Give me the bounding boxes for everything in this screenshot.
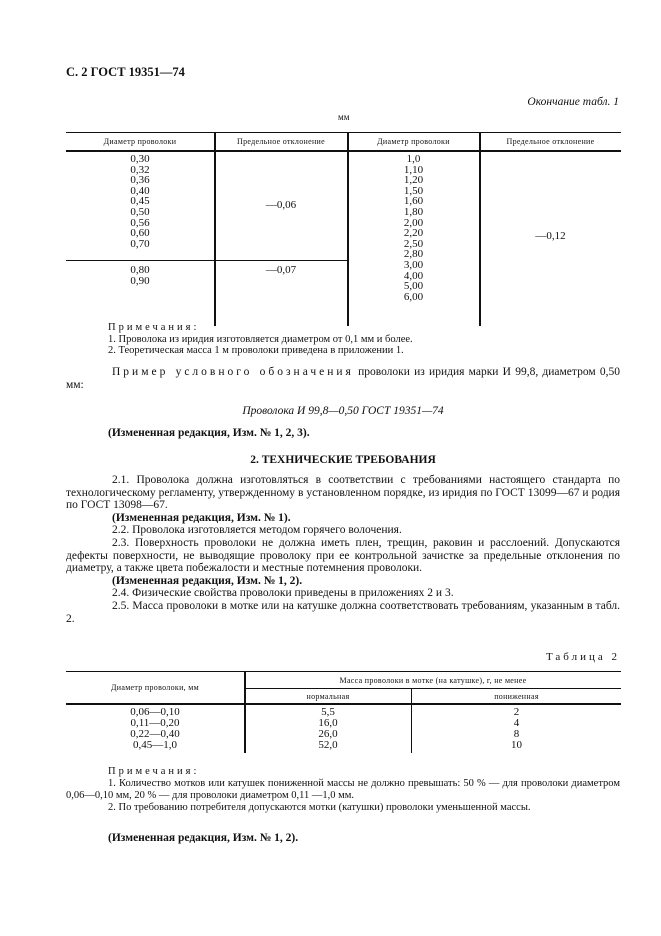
notes2	[66, 766, 620, 814]
paragraph-2-1: 2.1. Проволока должна изготовляться в соответствии с требованиями настоящего стандарта по технологическому регламенту, утвержденному в установленном порядке, из иридия по ГОСТ 13099—67 и родия по ГОСТ 13098—67.	[66, 474, 620, 512]
example-text: проволоки из иридия марки И 99,8, диаметром 0,50 мм:	[66, 366, 620, 391]
diameter-value: 0,32	[130, 163, 150, 176]
diameter-value: 5,00	[403, 280, 424, 293]
diameter-value: 0,40	[130, 184, 150, 197]
diameter-value: 2,20	[403, 227, 424, 240]
diameter-value: 0,50	[130, 205, 150, 218]
diameter-value: 0,30	[130, 153, 150, 165]
diameter-value: 2,50	[403, 237, 424, 250]
diameter-value: 1,60	[403, 195, 424, 208]
table1-unit: мм	[338, 112, 350, 122]
notes2-item: 1. Количество мотков или катушек пониженной массы не должно превышать: 50 % — для проволоки диаметром 0,06—0,10 мм, 20 % — для проволоки диаметром 0,11 —1,0 мм.	[66, 778, 620, 801]
diameter-value: 0,36	[130, 174, 150, 187]
paragraph-2-4: 2.4. Физические свойства проволоки приведены в приложениях 2 и 3.	[112, 587, 454, 600]
t2-cell-diameter: 0,06—0,10	[130, 706, 180, 718]
notes2-title: Примечания:	[108, 766, 200, 777]
diameter-value: 1,20	[403, 174, 424, 187]
section-body	[66, 474, 620, 625]
amendment-2-1: (Измененная редакция, Изм. № 1).	[112, 511, 291, 524]
t2-cell-normal: 16,0	[318, 717, 338, 729]
diameter-value: 0,70	[130, 237, 150, 250]
t1-right-deviation: —0,12	[535, 230, 566, 242]
t2-header-normal: нормальная	[306, 692, 350, 701]
t2-cell-normal: 26,0	[318, 728, 338, 740]
diameter-value: 0,80	[130, 264, 150, 276]
t2-cell-reduced: 10	[511, 739, 522, 751]
example-formula: Проволока И 99,8—0,50 ГОСТ 19351—74	[242, 405, 444, 417]
t1-left-deviation-1: —0,06	[265, 199, 297, 211]
paragraph-2-3: 2.3. Поверхность проволоки не должна иметь плен, трещин, раковин и расслоений. Допускаются дефекты поверхности, не выводящие проволоку при ее контрольной зачистке за предельные отклонения по диаметру, а также цвета побежалости и местные потемнения проволоки.	[66, 536, 620, 575]
example-lead: Пример условного обозначения	[112, 366, 354, 378]
t1-left-diameters-1	[66, 154, 214, 249]
notes2-item: 2. По требованию потребителя допускаются мотки (катушки) проволоки уменьшенной массы.	[108, 802, 531, 813]
table1-caption: Окончание табл. 1	[527, 96, 619, 108]
diameter-value: 0,45	[130, 195, 150, 208]
t2-cell-diameter: 0,45—1,0	[133, 739, 177, 751]
amendment-note: (Измененная редакция, Изм. № 1, 2, 3).	[108, 427, 310, 439]
final-amendment-note: (Измененная редакция, Изм. № 1, 2).	[108, 832, 299, 844]
diameter-value: 1,80	[403, 205, 424, 218]
amendment-2-3: (Измененная редакция, Изм. № 1, 2).	[112, 574, 303, 587]
diameter-value: 0,90	[130, 274, 150, 287]
diameter-value: 3,00	[403, 258, 424, 271]
t1-header-diameter: Диаметр проволоки	[103, 137, 177, 146]
table2-caption: Таблица 2	[545, 651, 620, 663]
diameter-value: 0,60	[130, 227, 150, 240]
diameter-value: 6,00	[403, 290, 424, 303]
example-paragraph	[66, 366, 620, 391]
diameter-value: 2,80	[403, 248, 424, 261]
t1-header-deviation-2: Предельное отклонение	[506, 137, 595, 146]
diameter-value: 1,0	[406, 153, 421, 165]
t2-header-mass: Масса проволоки в мотке (на катушке), г, не менее	[339, 676, 527, 685]
page-header: С. 2 ГОСТ 19351—74	[66, 65, 185, 79]
notes1	[108, 322, 413, 357]
diameter-value: 0,56	[130, 216, 150, 229]
diameter-value: 2,00	[403, 216, 424, 229]
t2-cell-reduced: 4	[513, 717, 520, 729]
notes1-title: Примечания:	[108, 322, 200, 333]
t2-cell-diameter: 0,11—0,20	[130, 717, 180, 729]
t1-left-diameters-2	[66, 265, 214, 286]
t2-cell-reduced: 2	[513, 706, 520, 718]
diameter-value: 1,10	[403, 163, 424, 176]
t2-cell-normal: 5,5	[321, 706, 335, 718]
t2-cell-normal: 52,0	[318, 739, 338, 751]
t1-left-deviation-2: —0,07	[265, 264, 297, 276]
t2-header-reduced: пониженная	[494, 692, 539, 701]
diameter-value: 1,50	[403, 184, 424, 197]
t1-header-deviation: Предельное отклонение	[237, 137, 325, 146]
notes1-item: 2. Теоретическая масса 1 м проволоки приведена в приложении 1.	[108, 345, 404, 356]
paragraph-2-5: 2.5. Масса проволоки в мотке или на катушке должна соответствовать требованиям, указанным в табл. 2.	[66, 599, 620, 625]
notes1-item: 1. Проволока из иридия изготовляется диаметром от 0,1 мм и более.	[108, 333, 413, 345]
t1-header-diameter-2: Диаметр проволоки	[377, 137, 450, 146]
t2-header-diameter: Диаметр проволоки, мм	[111, 683, 199, 692]
t2-cell-reduced: 8	[513, 728, 520, 740]
paragraph-2-2: 2.2. Проволока изготовляется методом горячего волочения.	[112, 524, 402, 537]
diameter-value: 4,00	[403, 269, 424, 282]
t1-right-diameters	[348, 154, 479, 302]
t2-cell-diameter: 0,22—0,40	[130, 728, 180, 740]
section-title: 2. ТЕХНИЧЕСКИЕ ТРЕБОВАНИЯ	[250, 454, 436, 466]
